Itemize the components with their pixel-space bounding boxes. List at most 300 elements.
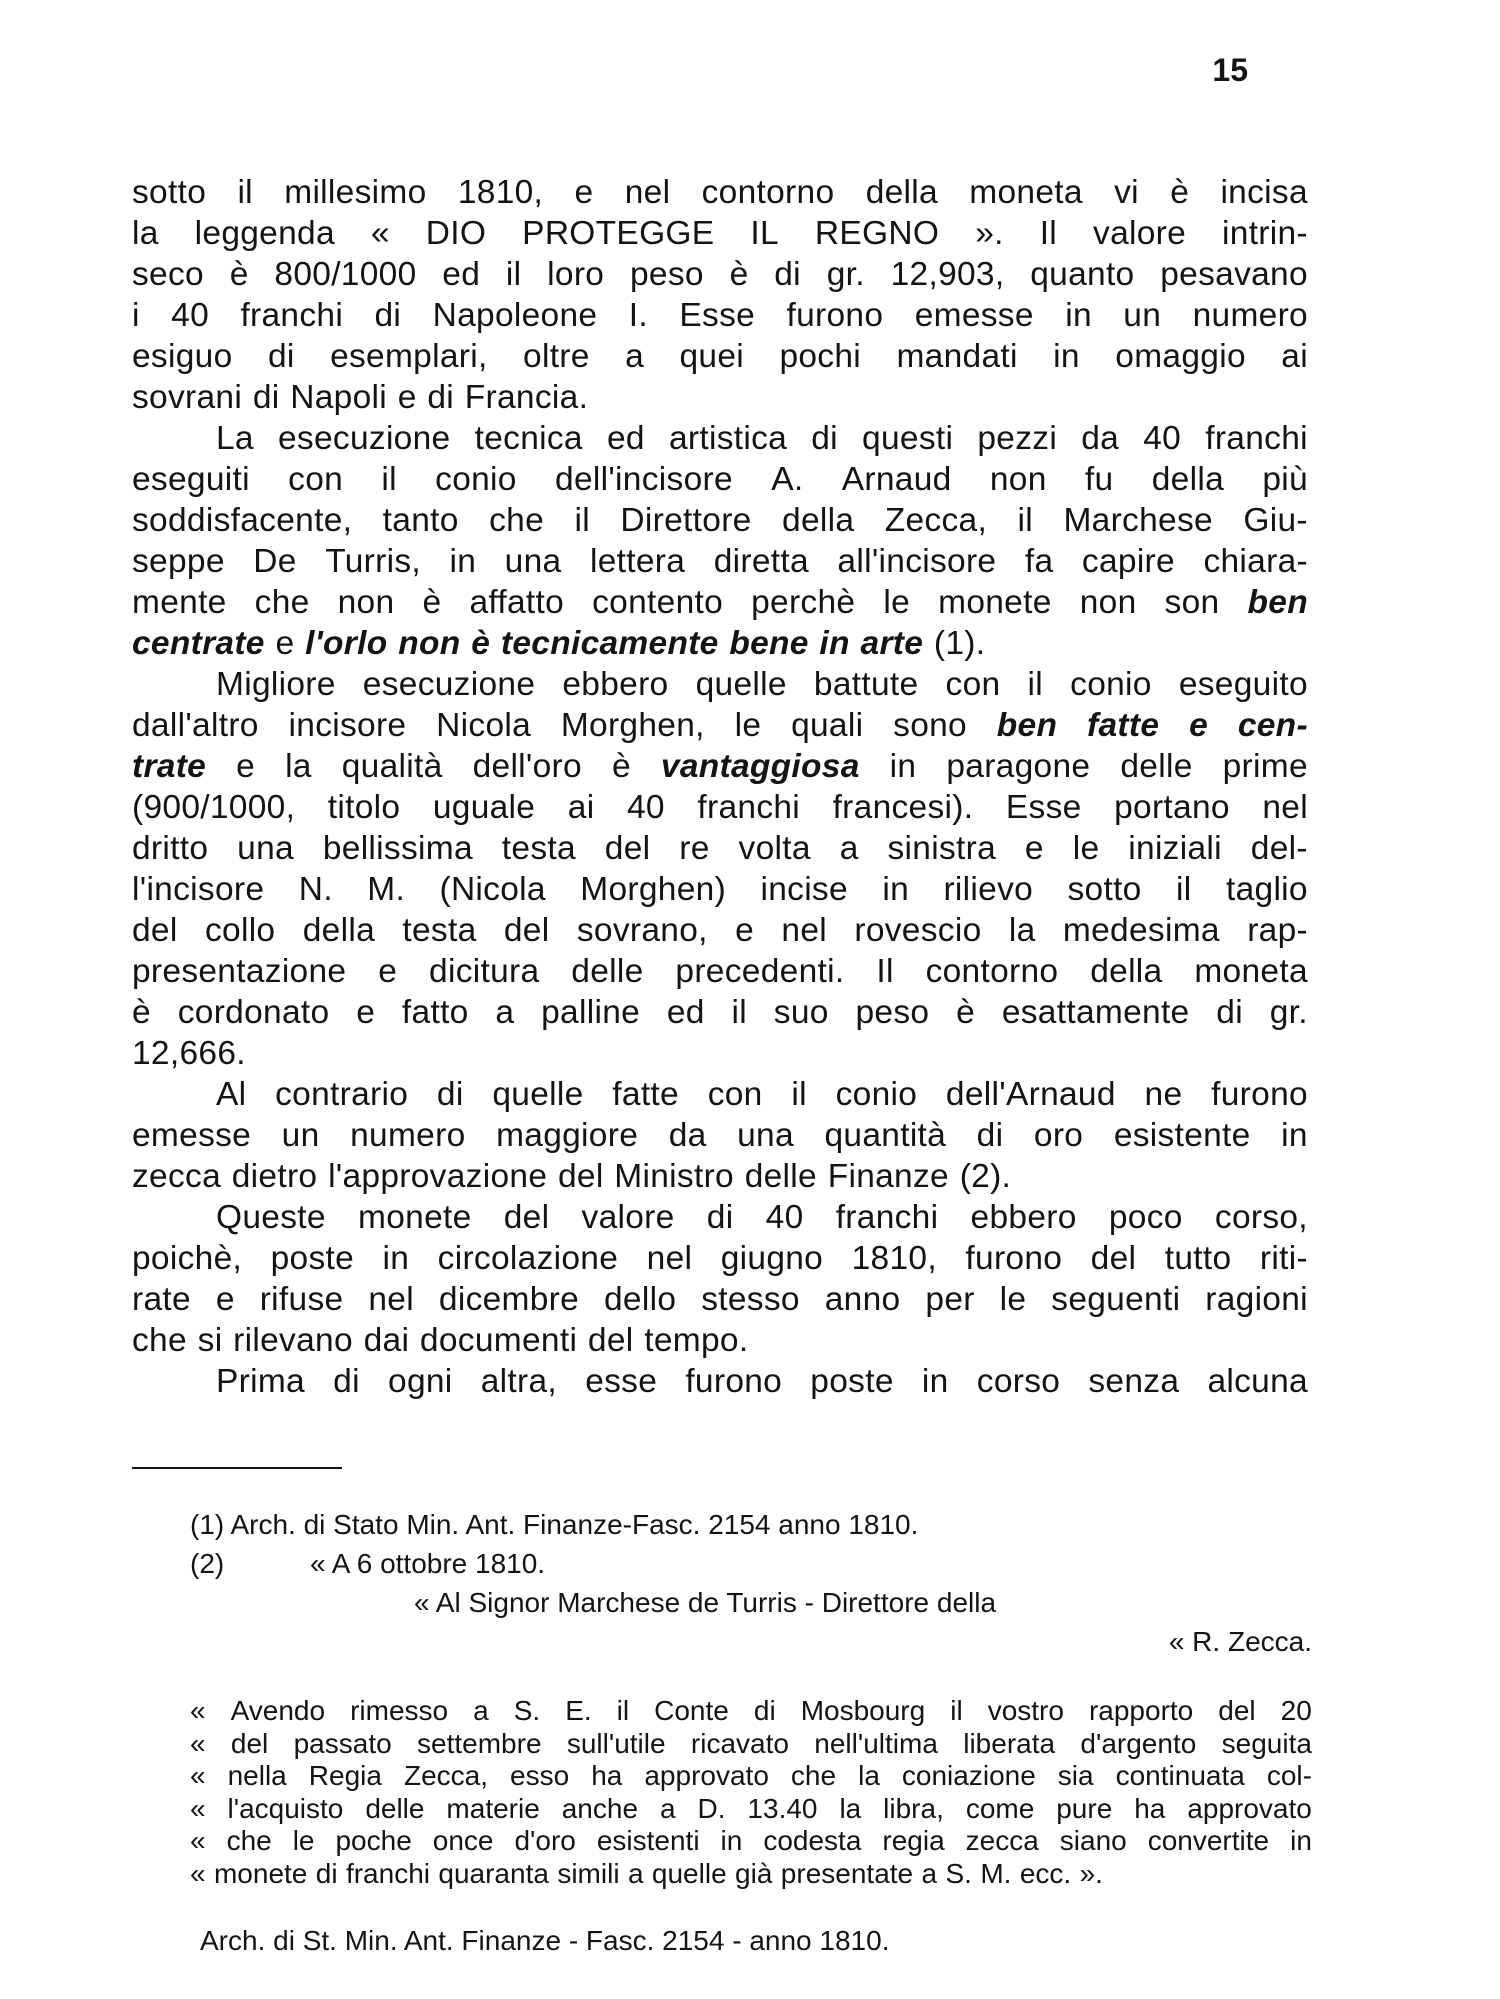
word: liberata [963,1727,1056,1759]
archive-reference: Arch. di St. Min. Ant. Finanze - Fasc. 2154 - anno 1810. [200,1925,890,1956]
word: 13.40 [747,1792,818,1824]
word: « [190,1760,206,1791]
footnote-2-quote [190,1695,1312,1890]
quote-line [190,1760,1312,1793]
word: vi [1114,174,1139,211]
word: una [237,830,294,867]
word: 20 [1280,1695,1312,1726]
word: D. [697,1792,726,1824]
word: peso [629,256,704,293]
word: paragone [946,748,1091,785]
word: si [197,1322,223,1359]
word: bellissima [322,830,473,867]
word: non [398,625,461,662]
word: convertite [1147,1825,1270,1856]
word: il [574,502,590,539]
footnote-2 [132,1544,1312,1583]
word: franchi [240,297,344,334]
word: sotto [1067,871,1142,908]
word: del [132,912,178,949]
word: 1810, [851,1240,937,1277]
word: come [965,1792,1035,1824]
word: siano [1059,1825,1127,1856]
word: oro [1033,1117,1084,1154]
word: 1810, [457,174,544,211]
word: ben [1247,584,1308,621]
word: senza [1088,1363,1180,1400]
word: (900/1000, [132,789,296,826]
word: esiguo [132,338,233,375]
word: è [611,748,631,785]
word: ». [975,215,1004,252]
word: Morghen, [560,707,705,744]
text-line [132,1033,1308,1074]
word: 800/1000 [274,256,417,293]
word: in [1053,338,1080,375]
word: in [1281,1117,1308,1154]
text-line [132,1238,1308,1279]
word: tanto [382,502,459,539]
word: presentate [780,1857,914,1889]
word: dello [604,1281,677,1318]
quote-line [190,1728,1312,1761]
word: valore [1093,215,1187,252]
word: un [281,1117,320,1154]
word: in [1290,1825,1312,1856]
word: Napoleone [432,297,598,334]
word: gr. [826,256,865,293]
word: Morghen) [580,871,727,908]
word: once [432,1825,494,1856]
word: è [422,584,442,621]
word: della [782,502,855,539]
word: sotto [132,174,207,211]
word: capire [1081,543,1175,580]
word: omaggio [1115,338,1246,375]
text-line [132,254,1308,295]
word: perchè [751,584,856,621]
word: l'orlo [305,625,388,662]
word: nel [646,1240,693,1277]
word: dell'incisore [555,461,733,498]
word: incisa [1220,174,1308,211]
word: rate [132,1281,191,1318]
word: franchi [1205,420,1308,457]
word: La [216,420,254,457]
word: oltre [523,338,590,375]
word: 40 [626,789,665,826]
word: Regia [308,1760,382,1791]
word: in [382,1240,410,1277]
word: della [865,174,938,211]
word: testa [501,830,576,867]
word: fatte [612,1076,679,1113]
word: conio [835,1076,918,1113]
word: non [989,461,1047,498]
word: corso [976,1363,1061,1400]
word: le [883,584,911,621]
word: emesse [914,297,1034,334]
word: delle [1120,748,1193,785]
word: centrate [132,625,265,662]
word: tecnica [474,420,583,457]
word: chiara- [1203,543,1308,580]
word: Il [1039,215,1058,252]
word: anno [824,1281,901,1318]
word: testa [402,912,477,949]
word: e [378,953,398,990]
word: (Nicola [439,871,546,908]
word: di [811,420,838,457]
word: a [627,1857,644,1889]
word: contorno [925,953,1059,990]
word: ed [442,256,481,293]
word: taglio [1225,871,1308,908]
word: Prima [216,1363,305,1400]
text-line [132,992,1308,1033]
word: sia [1057,1760,1094,1791]
word: Zecca, [403,1760,488,1791]
word: di [774,256,801,293]
word: zecca [965,1825,1039,1856]
word: Francia. [464,379,589,416]
word: delle [365,1792,425,1824]
word: in [889,748,917,785]
word: presentazione [132,953,347,990]
word: e [215,1281,235,1318]
word: le [999,1281,1027,1318]
word: volta [738,830,811,867]
word: e [236,748,256,785]
word: quei [679,338,745,375]
text-line [132,336,1308,377]
word: « [190,1792,206,1824]
word: il [616,1695,630,1726]
text-line [132,828,1308,869]
word: e [1024,830,1044,867]
text-line [132,1074,1308,1115]
word: fatte [1087,707,1160,744]
word: contorno [701,174,835,211]
word: di [706,1199,734,1236]
word: di [1216,994,1243,1031]
word: N. [298,871,333,908]
word: maggiore [496,1117,639,1154]
footnote-2-office: « R. Zecca. [1168,1626,1312,1657]
word: Ministro [614,1158,734,1195]
word: d'oro [514,1825,576,1856]
word: a [659,1792,676,1824]
word: vostro [987,1695,1064,1726]
quote-line [190,1695,1312,1728]
word: un [1123,297,1162,334]
word: De [253,543,297,580]
word: coniazione [901,1760,1036,1791]
word: regia [882,1825,945,1856]
word: francesi). [832,789,974,826]
word: nel [781,912,827,949]
text-line [132,623,1308,664]
word: quelle [492,1076,584,1113]
word: stesso [701,1281,800,1318]
word: ai [567,789,595,826]
word: fatto [401,994,469,1031]
word: del [503,1199,550,1236]
word: 12,903, [890,256,1005,293]
word: dritto [132,830,209,867]
word: quantità [824,1117,947,1154]
word: Conte [654,1695,729,1726]
word: soddisfacente, [132,502,353,539]
word: d'argento [1080,1727,1197,1759]
word: qualità [341,748,443,785]
word: già [735,1857,773,1889]
text-line [132,1197,1308,1238]
quote-line [190,1793,1312,1826]
word: PROTEGGE [522,215,715,252]
word: poco [1108,1199,1183,1236]
word: prime [1222,748,1308,785]
word: furono [685,1363,783,1400]
word: di [374,297,402,334]
word: tutto [1164,1240,1232,1277]
word: ragioni [1205,1281,1308,1318]
word: ebbero [970,1199,1077,1236]
text-line [132,1115,1308,1156]
word: contento [592,584,724,621]
text-line [132,172,1308,213]
word: franchi [697,789,801,826]
word: dall'altro [132,707,259,744]
word: rilevano [233,1322,353,1359]
word: dicembre [438,1281,580,1318]
word: « [190,1857,206,1889]
word: Turris, [325,543,421,580]
word: monete [358,1199,472,1236]
word: conio [435,461,517,498]
word: ha [591,1760,623,1791]
word: questi [862,420,954,457]
word: ebbero [562,666,669,703]
word: numero [1192,297,1308,334]
word: a [495,994,515,1031]
word: esattamente [1001,994,1190,1031]
word: M. [367,871,406,908]
word: ricavato [690,1727,789,1759]
word: sull'utile [566,1727,666,1759]
word: in [819,625,850,662]
word: 40 [765,1199,804,1236]
word: esecuzione [278,420,451,457]
word: Zecca, [884,502,988,539]
word: Finanze [827,1158,949,1195]
word: fa [1024,543,1054,580]
footnote-2-addressee: « Al Signor Marchese de Turris - Direttore della [414,1587,997,1618]
word: monete [938,584,1052,621]
word: circolazione [437,1240,619,1277]
word: I. [628,297,648,334]
word: dietro [231,1158,318,1195]
word: uguale [432,789,536,826]
word: esecuzione [362,666,536,703]
word: approvato [644,1760,769,1791]
word: sovrano, [576,912,708,949]
footnote-2-number: (2) [190,1548,225,1579]
word: franchi [835,1199,939,1236]
word: pochi [779,338,862,375]
text-line [132,910,1308,951]
word: una [737,1117,794,1154]
word: il [791,1076,807,1113]
word: rovescio [854,912,982,949]
word: esse [585,1363,658,1400]
word: zecca [132,1158,222,1195]
word: cordonato [177,994,330,1031]
word: in [1065,297,1092,334]
word: furono [1211,1076,1308,1113]
word: l'acquisto [227,1792,344,1824]
word: anche [561,1792,639,1824]
word: l'approvazione [328,1158,548,1195]
word: il [381,461,397,498]
word: iniziali [1128,830,1222,867]
word: da [668,1117,707,1154]
word: ne [1144,1076,1183,1113]
word: Direttore [620,502,752,539]
footnotes [132,1505,1312,1661]
word: del [230,1727,269,1759]
text-line [132,1361,1308,1402]
text-line [132,500,1308,541]
word: del [557,1158,604,1195]
word: e [356,994,376,1031]
word: numero [350,1117,466,1154]
word: S. [945,1857,972,1889]
word: e [574,174,594,211]
word: mente [132,584,227,621]
word: delle [744,1158,817,1195]
word: franchi [345,1857,430,1889]
page-number: 15 [1212,52,1248,88]
footnote-2-date: « A 6 ottobre 1810. [310,1548,546,1579]
word: A. [771,461,804,498]
word: Il [876,953,894,990]
word: titolo [327,789,401,826]
word: e [1189,707,1209,744]
word: nel [624,174,671,211]
word: documenti [419,1322,578,1359]
word: Marchese [1063,502,1213,539]
word: moneta [969,174,1083,211]
word: Arnaud [841,461,952,498]
word: esemplari, [330,338,488,375]
word: trate [132,748,207,785]
word: corso, [1214,1199,1308,1236]
word: è [471,625,491,662]
word: di [252,379,280,416]
word: moneta [1194,953,1308,990]
word: nel [368,1281,414,1318]
word: DIO [425,215,487,252]
text-line [132,664,1308,705]
word: pezzi [977,420,1058,457]
word: ed [606,420,645,457]
word: Giu- [1243,502,1308,539]
word: lettera [589,543,686,580]
word: « [190,1695,206,1726]
word: rapporto [1088,1695,1194,1726]
word: mandati [896,338,1018,375]
word: non [337,584,395,621]
word: più [1262,461,1308,498]
word: sovrani [132,379,243,416]
word: quelle [651,1857,727,1889]
word: monete [213,1857,308,1889]
word: a [473,1695,489,1726]
word: a [625,338,645,375]
text-line [132,418,1308,459]
word: ai [1281,338,1308,375]
word: il [731,994,747,1031]
quote-line [190,1858,1312,1891]
text-line [132,1156,1308,1197]
text-line [132,787,1308,828]
word: della [1090,953,1163,990]
word: di [976,1117,1004,1154]
word: che [226,1825,272,1856]
word: del [503,912,550,949]
word: gr. [1269,994,1308,1031]
word: seppe [132,543,225,580]
word: simili [557,1857,620,1889]
word: loro [547,256,605,293]
word: le [734,707,762,744]
word: seguenti [1051,1281,1181,1318]
word: poste [810,1363,894,1400]
word: affatto [469,584,565,621]
word: in [921,1363,949,1400]
word: incise [760,871,848,908]
word: giugno [720,1240,824,1277]
word: approvato [1187,1792,1312,1824]
word: i [132,297,140,334]
word: dicitura [429,953,540,990]
word: poche [335,1825,412,1856]
quote-line [190,1825,1312,1858]
word: 12,666. [132,1035,246,1072]
word: ecc. [1019,1857,1072,1889]
word: « [190,1727,206,1759]
word: poste [270,1240,355,1277]
text-line [132,869,1308,910]
word: di [427,379,455,416]
word: di [753,1695,776,1726]
word: all'incisore [837,543,997,580]
word: il [950,1695,963,1726]
word: suo [773,994,829,1031]
word: e [275,625,295,662]
word: 40 [1143,420,1182,457]
word: del [1090,1240,1137,1277]
word: artistica [668,420,788,457]
text-line [132,746,1308,787]
word: non [1079,584,1137,621]
word: è [229,256,249,293]
word: seco [132,256,204,293]
word: del [587,1322,634,1359]
word: della [1151,461,1225,498]
word: furono [786,297,884,334]
